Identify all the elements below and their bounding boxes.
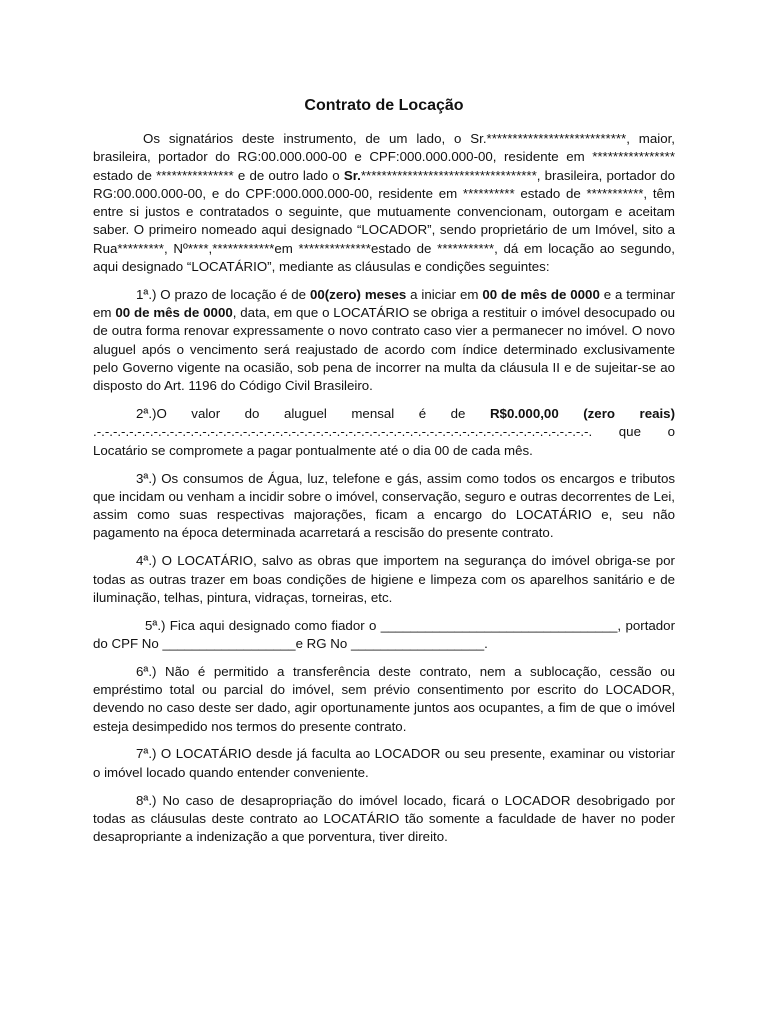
clause-3: 3ª.) Os consumos de Água, luz, telefone e gás, assim como todos os encargos e tributos que incidam ou venham a incidir sobre o imóvel, conservação, seguro e outras decorrentes de Lei, assim como suas respectivas majorações, ficam a encargo do LOCATÁRIO e, seu não pagamento na época determinada acarretará a rescisão do presente contrato.: [93, 470, 675, 541]
clause-8: 8ª.) No caso de desapropriação do imóvel locado, ficará o LOCADOR desobrigado por todas as cláusulas deste contrato ao LOCATÁRIO tão somente a faculdade de haver no poder desapropriante a indenização a que porventura, tiver direito.: [93, 792, 675, 845]
intro-text-6: , brasileira, portador do RG:00.000.000-00, e do CPF:000.000.000-00, residente em ********** estado de ***********, têm entre si justos e contratados o seguinte, que mutuamente convencionam, outorgam e aceitam saber. O primeiro nomeado aqui designado “LOCADOR”, sendo proprietário de um Imóvel, sito a Rua*********, Nº****,************em **************estado de ***********, dá em locação ao segundo, aqui designado “LOCATÁRIO”, mediante as cláusulas e condições seguintes:: [93, 167, 675, 275]
intro-bold-sr: Sr.: [343, 167, 361, 183]
intro-text-5: **********************************: [360, 167, 537, 183]
clause-1-text-3: e a terminar em: [93, 286, 676, 321]
intro-text-2: ***************************: [486, 131, 627, 146]
clause-6: 6ª.) Não é permitido a transferência deste contrato, nem a sublocação, cessão ou empréstimo total ou parcial do imóvel, sem prévio consentimento por escrito do LOCADOR, devendo no caso deste ser dado, agir oportunamente juntos aos ocupantes, a fim de que o imóvel esteja desimpedido nos termos do presente contrato.: [93, 663, 675, 734]
intro-text-3: , maior, brasileira, portador do RG:00.000.000-00 e CPF:000.000.000-00, residente em **************** estado de *************** e de outro lado o: [93, 131, 675, 183]
clause-1-bold-2: 00 de mês de 0000: [482, 286, 600, 302]
clause-2-text-2: .-.-.-.-.-.-.-.-.-.-.-.-.-.-.-.-.-.-.-.-.-.-.-.-.-.-.-.-.-.-.-.-.-.-.-.-.-.-.-.-.-.-.-.-.-.-.-.-.-.-.-.-.-.-.-.-.-.-.-.-.-. que o Locatário se compromete a pagar pontualmente até o dia 00 de cada mês.: [93, 424, 675, 458]
clause-1-bold-3: 00 de mês de 0000: [115, 305, 233, 321]
intro-paragraph: [93, 130, 675, 276]
clause-1-text-4: , data, em que o LOCATÁRIO se obriga a restituir o imóvel desocupado ou de outra forma renovar expressamente o novo contrato caso vier a permanecer no imóvel. O novo aluguel após o vencimento será reajustado de acordo com índice determinado exclusivamente pelo Governo vigente na ocasião, sob pena de incorrer na multa da cláusula II e de sujeitar-se ao disposto do Art. 1196 do Código Civil Brasileiro.: [93, 305, 676, 394]
clause-2: [93, 405, 675, 460]
clause-1-bold-1: 00(zero) meses: [309, 286, 407, 302]
clause-4: 4ª.) O LOCATÁRIO, salvo as obras que importem na segurança do imóvel obriga-se por todas as outras trazer em boas condições de higiene e limpeza com os aparelhos sanitário e de iluminação, telhas, pintura, vidraças, torneiras, etc.: [93, 553, 675, 605]
clause-7: 7ª.) O LOCATÁRIO desde já faculta ao LOCADOR ou seu presente, examinar ou vistoriar o imóvel locado quando entender conveniente.: [93, 746, 675, 780]
clause-1-text-2: a iniciar em: [406, 286, 483, 302]
clause-2-bold-1: R$0.000,00 (zero reais): [489, 406, 675, 422]
clause-1: [93, 286, 675, 396]
clause-2-text-1: 2ª.)O valor do aluguel mensal é de: [136, 406, 490, 422]
intro-text-1: Os signatários deste instrumento, de um lado, o Sr.: [143, 131, 487, 146]
document-page: [93, 96, 675, 856]
document-title: Contrato de Locação: [304, 97, 464, 114]
clause-1-text-1: 1ª.) O prazo de locação é de: [136, 286, 310, 302]
clause-5: 5ª.) Fica aqui designado como fiador o ________________________________, portador do CPF No __________________e RG No __________________.: [93, 617, 675, 651]
